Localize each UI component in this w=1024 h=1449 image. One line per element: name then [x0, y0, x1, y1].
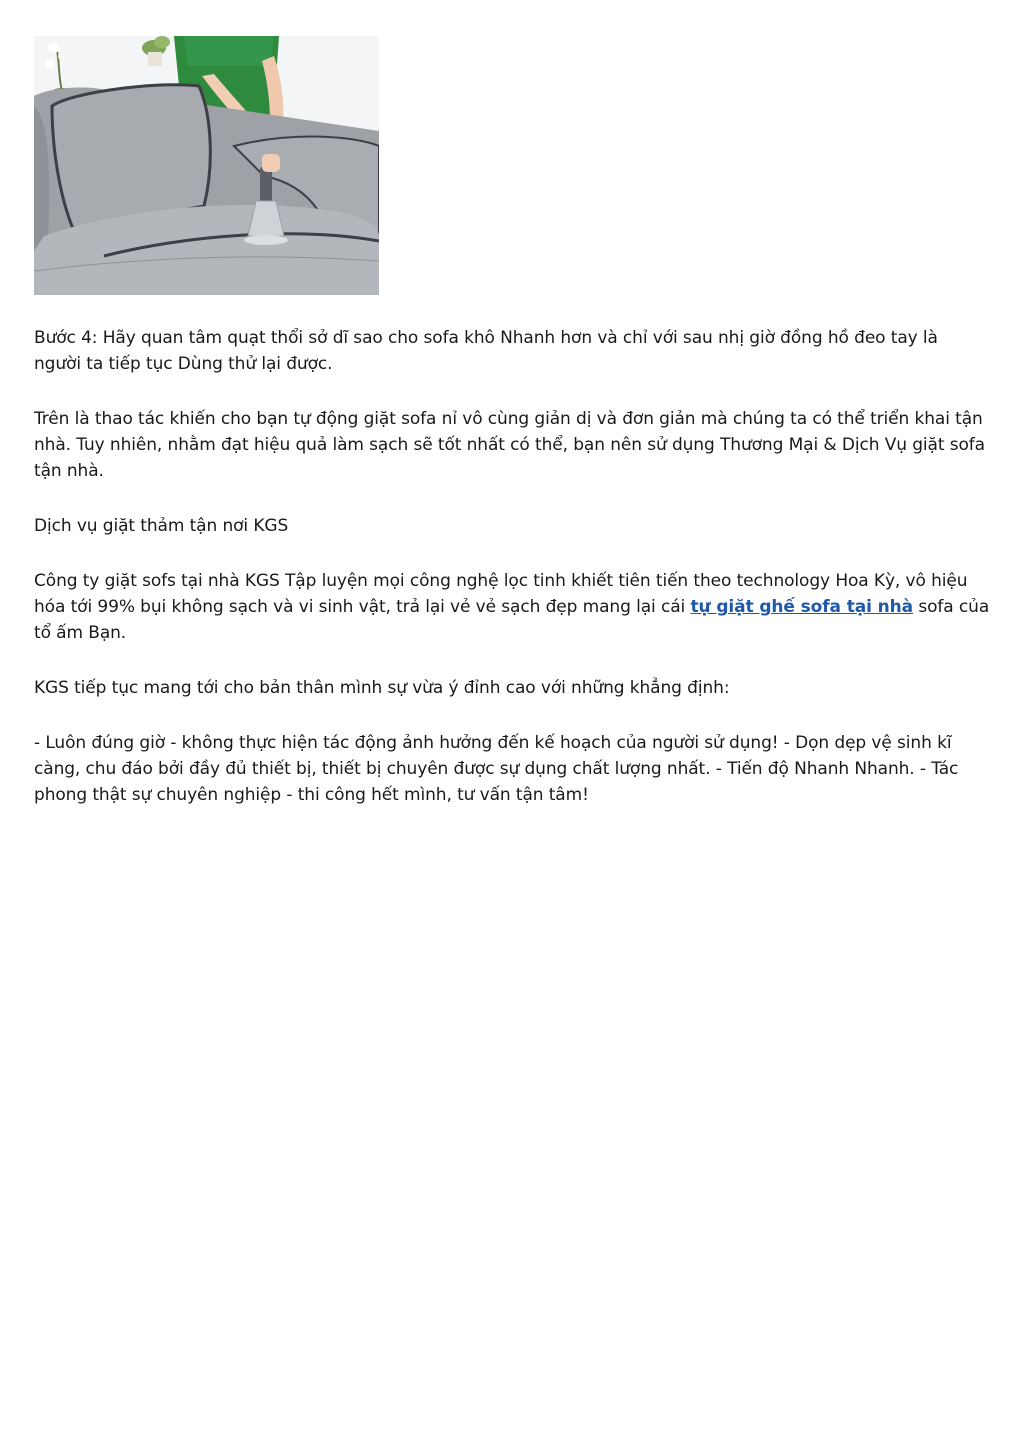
sofa-cleaning-photo [34, 36, 379, 295]
company-intro-text-end: sofa của tổ ấm Bạn. [34, 597, 990, 643]
paragraph-summary: Trên là thao tác khiến cho bạn tự động giặt sofa nỉ vô cùng giản dị và đơn giản mà chúng ta có thể triển khai tận nhà. Tuy nhiên, nhằm đạt hiệu quả làm sạch sẽ tốt nhất có thể, bạn nên sử dụng Thương Mại & Dịch Vụ giặt sofa tận nhà. [34, 409, 985, 481]
paragraph-service-heading: Dịch vụ giặt thảm tận nơi KGS [34, 516, 289, 536]
sofa-cleaning-link[interactable]: tự giặt ghế sofa tại nhà [690, 597, 914, 617]
paragraph-step-4: Bước 4: Hãy quan tâm quạt thổi sở dĩ sao cho sofa khô Nhanh hơn và chỉ với sau nhị giờ đồng hồ đeo tay là người ta tiếp tục Dùng thử lại được. [34, 328, 938, 374]
paragraph-company-intro [34, 568, 990, 646]
paragraph-commitment-intro: KGS tiếp tục mang tới cho bản thân mình sự vừa ý đỉnh cao với những khẳng định: [34, 678, 730, 698]
company-intro-text: Công ty giặt sofs tại nhà KGS Tập luyện mọi công nghệ lọc tinh khiết tiên tiến theo technology Hoa Kỳ, vô hiệu hóa tới 99% bụi không sạch và vi sinh vật, trả lại vẻ vẻ sạch đẹp mang lại cái [34, 571, 968, 617]
paragraph-commitments: - Luôn đúng giờ - không thực hiện tác động ảnh hưởng đến kế hoạch của người sử dụng! - Dọn dẹp vệ sinh kĩ càng, chu đáo bởi đầy đủ thiết bị, thiết bị chuyên được sự dụng chất lượng nhất. - Tiến độ Nhanh Nhanh. - Tác phong thật sự chuyên nghiệp - thi công hết mình, tư vấn tận tâm! [34, 733, 959, 805]
document-page [34, 36, 990, 837]
